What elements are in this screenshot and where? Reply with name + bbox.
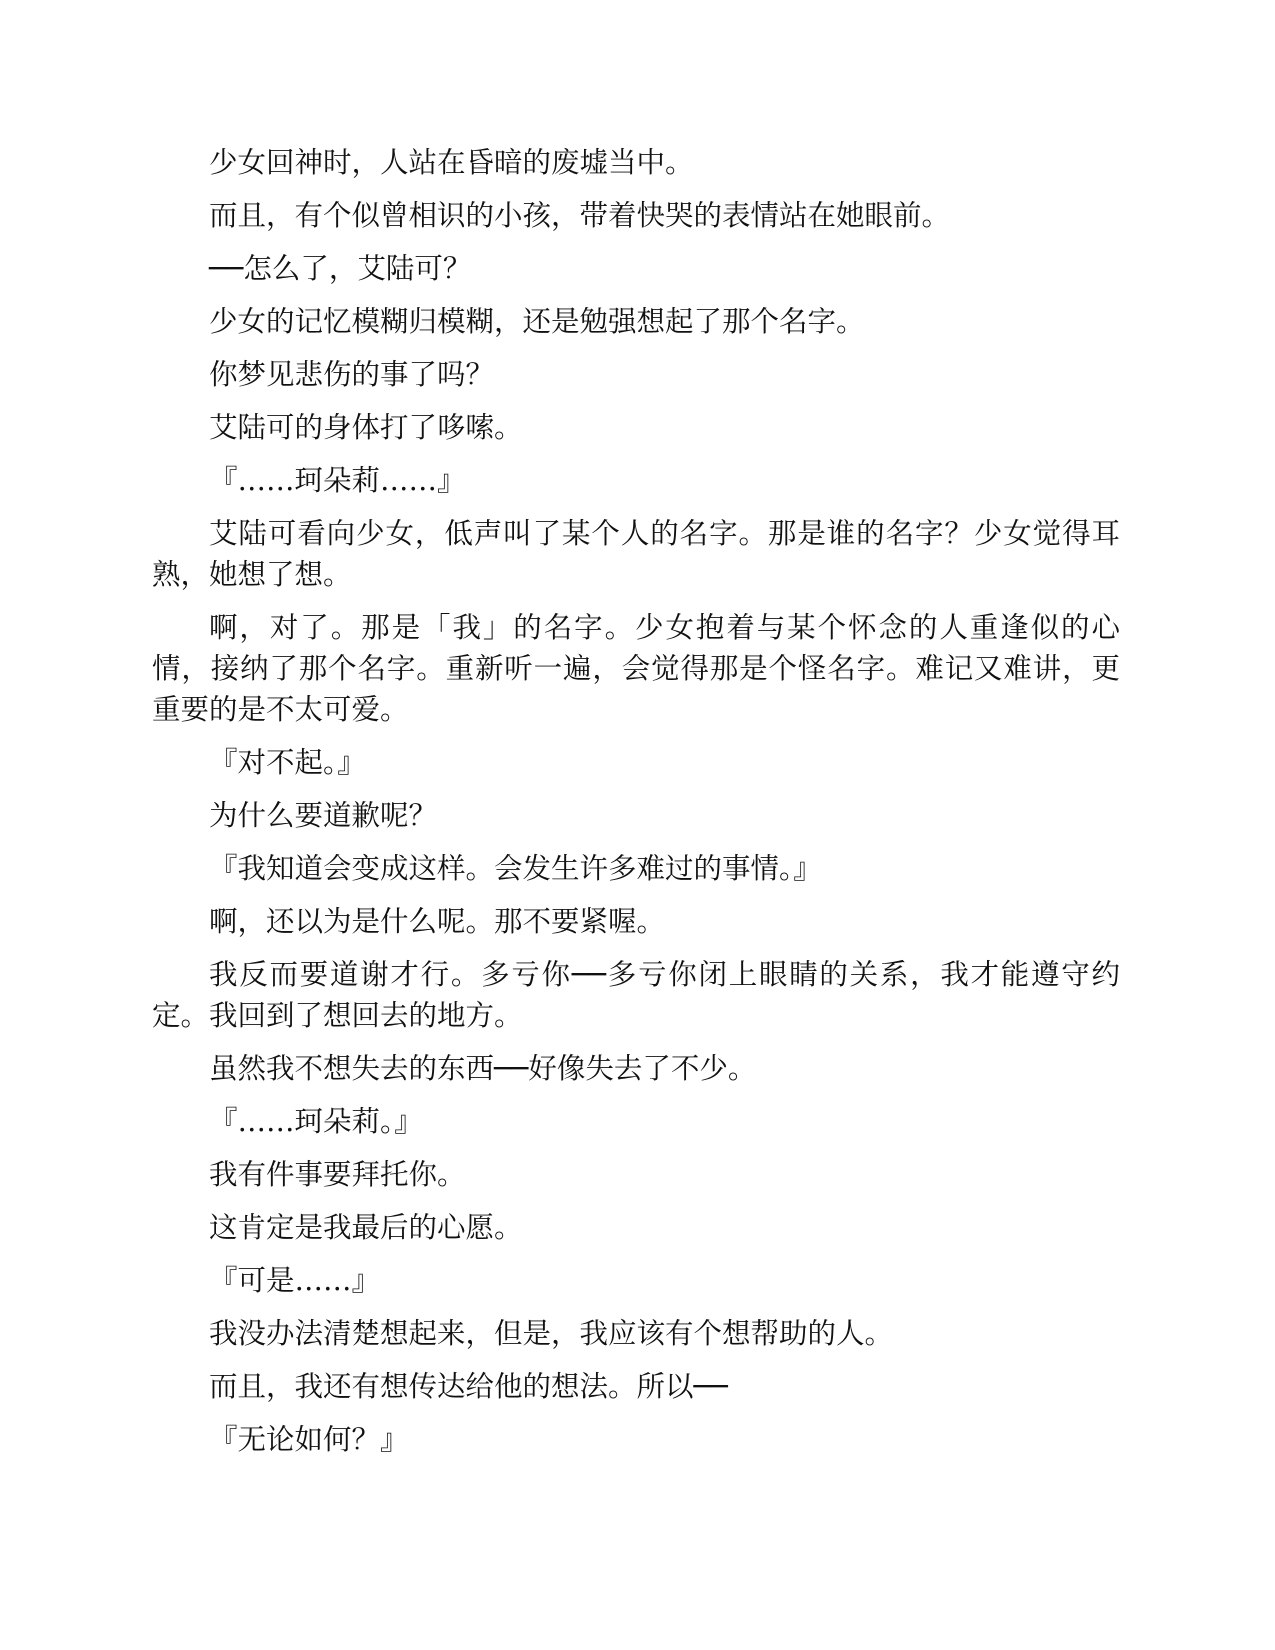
paragraph-18: 这肯定是我最后的心愿。: [209, 1211, 523, 1244]
paragraph-21: 而且，我还有想传达给他的想法。所以──: [209, 1370, 728, 1403]
paragraph-22: 『无论如何？』: [209, 1423, 409, 1456]
paragraph-14: 我反而要道谢才行。多亏你──多亏你闭上眼睛的关系，我才能遵守约定。我回到了想回去的地方。: [152, 958, 1120, 1032]
paragraph-20: 我没办法清楚想起来，但是，我应该有个想帮助的人。: [209, 1317, 894, 1350]
paragraph-11: 为什么要道歉呢？: [209, 799, 438, 832]
paragraph-16: 『……珂朵莉。』: [209, 1105, 423, 1138]
document-page: [152, 142, 1120, 1472]
paragraph-1: 少女回神时，人站在昏暗的废墟当中。: [209, 146, 694, 179]
paragraph-10: 『对不起。』: [209, 746, 366, 779]
paragraph-19: 『可是……』: [209, 1264, 381, 1297]
paragraph-12: 『我知道会变成这样。会发生许多难过的事情。』: [209, 852, 822, 885]
paragraph-15: 虽然我不想失去的东西──好像失去了不少。: [209, 1052, 757, 1085]
paragraph-7: 『……珂朵莉……』: [209, 464, 466, 497]
paragraph-13: 啊，还以为是什么呢。那不要紧喔。: [209, 905, 666, 938]
paragraph-2: 而且，有个似曾相识的小孩，带着快哭的表情站在她眼前。: [209, 199, 951, 232]
paragraph-8: 艾陆可看向少女，低声叫了某个人的名字。那是谁的名字？少女觉得耳熟，她想了想。: [152, 517, 1120, 591]
paragraph-17: 我有件事要拜托你。: [209, 1158, 466, 1191]
paragraph-5: 你梦见悲伤的事了吗？: [209, 358, 495, 391]
paragraph-9: 啊，对了。那是「我」的名字。少女抱着与某个怀念的人重逢似的心情，接纳了那个名字。重新听一遍，会觉得那是个怪名字。难记又难讲，更重要的是不太可爱。: [152, 611, 1120, 726]
paragraph-6: 艾陆可的身体打了哆嗦。: [209, 411, 523, 444]
paragraph-4: 少女的记忆模糊归模糊，还是勉强想起了那个名字。: [209, 305, 865, 338]
paragraph-3: ──怎么了，艾陆可？: [209, 252, 472, 285]
